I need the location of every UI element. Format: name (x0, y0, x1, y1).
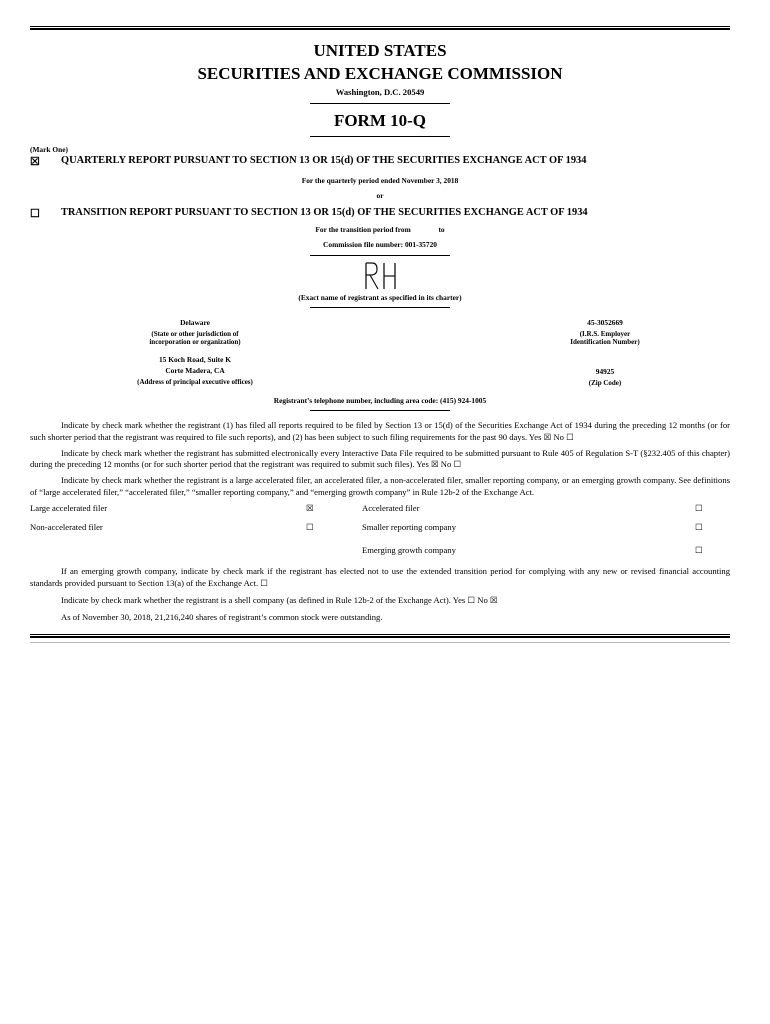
quarterly-report-row (30, 155, 730, 168)
rh-logo-mark (360, 261, 400, 291)
bottom-double-rule (30, 634, 730, 638)
paragraph-shares-outstanding: As of November 30, 2018, 21,216,240 shares of registrant’s common stock were outstanding. (61, 612, 383, 623)
accelerated-filer-checkbox[interactable]: ☐ (695, 502, 703, 513)
zip-block (515, 355, 695, 387)
divider-line (310, 103, 450, 104)
divider-line (310, 136, 450, 137)
registrant-name-caption: (Exact name of registrant as specified in its charter) (298, 293, 462, 302)
mark-one-label: (Mark One) (30, 145, 68, 154)
transition-report-row (30, 207, 730, 220)
smaller-reporting-company-checkbox[interactable]: ☐ (695, 521, 703, 532)
irs-caption-2: Identification Number) (570, 338, 640, 346)
or-label: or (376, 191, 384, 200)
large-accelerated-filer-checkbox[interactable]: ☒ (306, 502, 314, 513)
paragraph-emerging-growth: If an emerging growth company, indicate by check mark if the registrant has elected not to use the extended transition period for complying with any new or revised financial accounting standards provided pursuant to Section 13(a) of the Exchange Act. ☐ (30, 565, 730, 588)
accelerated-filer-label: Accelerated filer (362, 502, 420, 513)
transition-period (30, 225, 730, 234)
top-double-rule (30, 26, 730, 30)
zip-value: 94925 (595, 367, 615, 376)
emerging-growth-company-label: Emerging growth company (362, 544, 456, 555)
irs-caption-1: (I.R.S. Employer (579, 330, 631, 338)
rh-logo (30, 261, 730, 291)
irs-value: 45-3052669 (587, 318, 623, 327)
paragraph-filer-status: Indicate by check mark whether the registrant is a large accelerated filer, an accelerated filer, a non-accelerated filer, smaller reporting company, or an emerging growth company. See definitions of “large accelerated filer,” “accelerated filer,” “smaller reporting company,” and “emerging growth company” in Rule 12b-2 of the Exchange Act. (30, 475, 730, 497)
state-caption-1: (State or other jurisdiction of (151, 330, 239, 338)
divider-line (310, 255, 450, 256)
non-accelerated-filer-label: Non-accelerated filer (30, 521, 103, 532)
paragraph-shell-company: Indicate by check mark whether the registrant is a shell company (as defined in Rule 12b-2 of the Exchange Act). Yes ☐ No ☒ (61, 595, 498, 606)
paragraph-interactive-data: Indicate by check mark whether the registrant has submitted electronically every Interactive Data File required to be submitted pursuant to Rule 405 of Regulation S-T (§232.405 of this chapter) during the preceding 12 months (or for such shorter period that the registrant was required to submit such files). Yes ☒ No ☐ (30, 447, 730, 470)
document-page (30, 0, 730, 643)
quarterly-checkbox[interactable]: ☒ (30, 156, 40, 168)
divider-line (310, 307, 450, 308)
title-united-states: UNITED STATES (313, 41, 447, 60)
filer-row-1 (30, 503, 730, 522)
form-title: FORM 10-Q (333, 111, 427, 130)
quarterly-period: For the quarterly period ended November 3, 2018 (301, 176, 459, 185)
transition-to-label: to (438, 225, 445, 234)
state-value: Delaware (180, 318, 210, 327)
state-block (85, 318, 305, 346)
address-line-2: Corte Madera, CA (165, 366, 225, 375)
title-sec: SECURITIES AND EXCHANGE COMMISSION (197, 64, 563, 83)
filer-row-3 (30, 545, 730, 564)
address-info (30, 355, 730, 387)
transition-period-label: For the transition period from (315, 225, 411, 234)
non-accelerated-filer-checkbox[interactable]: ☐ (306, 521, 314, 532)
location: Washington, D.C. 20549 (335, 87, 425, 97)
transition-report-text: TRANSITION REPORT PURSUANT TO SECTION 13 OR 15(d) OF THE SECURITIES EXCHANGE ACT OF 1934 (61, 207, 588, 218)
filer-row-2 (30, 522, 730, 541)
paragraph-filing-requirements: Indicate by check mark whether the registrant (1) has filed all reports required to be filed by Section 13 or 15(d) of the Securities Exchange Act of 1934 during the preceding 12 months (or for such shorter period that the registrant was required to file such reports), and (2) has been subject to such filing requirements for the past 90 days. Yes ☒ No ☐ (30, 420, 730, 442)
registrant-info (30, 318, 730, 346)
emerging-growth-company-checkbox[interactable]: ☐ (695, 544, 703, 555)
address-caption: (Address of principal executive offices) (137, 378, 253, 386)
smaller-reporting-company-label: Smaller reporting company (362, 521, 457, 532)
divider-line (310, 410, 450, 411)
address-line-1: 15 Koch Road, Suite K (158, 355, 232, 364)
commission-file-number: Commission file number: 001-35720 (323, 240, 437, 249)
state-caption-2: incorporation or organization) (149, 338, 241, 346)
filer-table (30, 503, 730, 564)
transition-checkbox[interactable]: ☐ (30, 208, 40, 220)
telephone-number: Registrant’s telephone number, including area code: (415) 924-1005 (273, 396, 487, 405)
bottom-thin-rule (30, 642, 730, 643)
irs-block (515, 318, 695, 346)
quarterly-report-text: QUARTERLY REPORT PURSUANT TO SECTION 13 OR 15(d) OF THE SECURITIES EXCHANGE ACT OF 1934 (61, 155, 587, 166)
zip-caption: (Zip Code) (588, 379, 622, 387)
large-accelerated-filer-label: Large accelerated filer (30, 502, 108, 513)
address-block (85, 355, 305, 387)
